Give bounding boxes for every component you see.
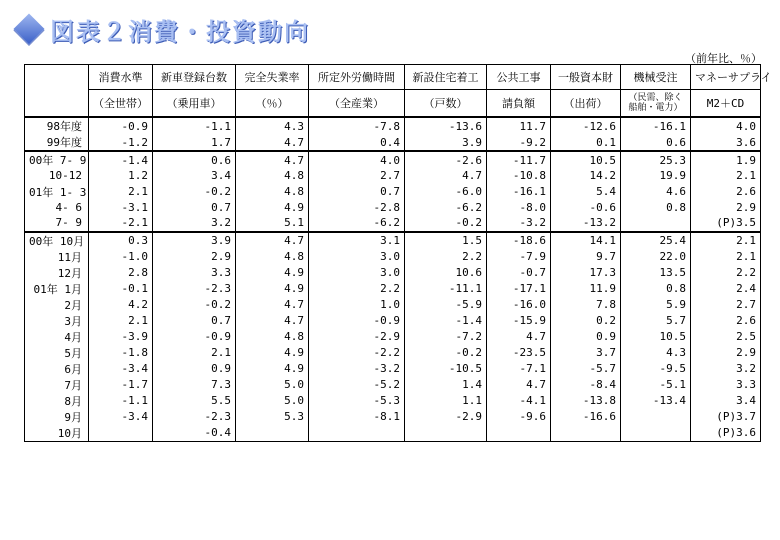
table-cell: -11.7 xyxy=(487,151,551,168)
table-cell: -2.2 xyxy=(309,345,405,361)
table-cell: -6.2 xyxy=(405,200,487,216)
column-subheader: （乗用車） xyxy=(153,90,236,118)
table-cell: 4.7 xyxy=(236,151,309,168)
row-label: 5月 xyxy=(25,345,89,361)
table-cell: -7.1 xyxy=(487,361,551,377)
table-cell: -8.4 xyxy=(551,377,621,393)
table-cell: 11.9 xyxy=(551,281,621,297)
column-header: 完全失業率 xyxy=(236,65,309,90)
row-label: 01年 1- 3 xyxy=(25,184,89,200)
table-cell: -9.6 xyxy=(487,409,551,425)
table-cell: 3.3 xyxy=(153,265,236,281)
table-cell: 4.8 xyxy=(236,168,309,184)
table-cell: 0.7 xyxy=(309,184,405,200)
table-cell xyxy=(487,425,551,442)
table-cell: 4.8 xyxy=(236,329,309,345)
table-cell: 2.6 xyxy=(691,313,761,329)
table-cell: 3.2 xyxy=(153,215,236,232)
table-cell: 2.7 xyxy=(691,297,761,313)
table-cell: -0.6 xyxy=(551,200,621,216)
table-cell: -0.4 xyxy=(153,425,236,442)
table-cell: 5.4 xyxy=(551,184,621,200)
table-cell: 4.8 xyxy=(236,249,309,265)
table-cell: 3.2 xyxy=(691,361,761,377)
table-cell: 1.4 xyxy=(405,377,487,393)
table-row xyxy=(25,168,761,184)
table-cell: -2.1 xyxy=(89,215,153,232)
table-cell: 2.2 xyxy=(691,265,761,281)
table-cell: 0.9 xyxy=(551,329,621,345)
table-cell: 4.7 xyxy=(236,232,309,249)
table-cell: 4.3 xyxy=(621,345,691,361)
row-label: 12月 xyxy=(25,265,89,281)
table-cell: 4.9 xyxy=(236,361,309,377)
table-cell: -0.9 xyxy=(89,117,153,134)
table-cell: -18.6 xyxy=(487,232,551,249)
table-cell: 3.0 xyxy=(309,249,405,265)
table-cell: -1.4 xyxy=(405,313,487,329)
table-row xyxy=(25,345,761,361)
table-cell: 3.6 xyxy=(691,134,761,151)
table-cell: -2.6 xyxy=(405,151,487,168)
table-cell: 2.5 xyxy=(691,329,761,345)
table-cell: 4.3 xyxy=(236,117,309,134)
row-label: 9月 xyxy=(25,409,89,425)
row-label: 7- 9 xyxy=(25,215,89,232)
table-cell: 4.7 xyxy=(236,297,309,313)
column-header: 所定外労働時間 xyxy=(309,65,405,90)
table-cell: -3.4 xyxy=(89,409,153,425)
table-cell: -13.4 xyxy=(621,393,691,409)
table-cell: 2.1 xyxy=(153,345,236,361)
table-cell: 4.7 xyxy=(236,134,309,151)
table-cell: -0.7 xyxy=(487,265,551,281)
column-subheader: （民需、除く船舶・電力） xyxy=(621,90,691,118)
table-cell: -13.8 xyxy=(551,393,621,409)
table-cell: 10.6 xyxy=(405,265,487,281)
table-cell: -3.9 xyxy=(89,329,153,345)
table-cell: 4.9 xyxy=(236,345,309,361)
table-cell: -1.1 xyxy=(89,393,153,409)
table-cell: -15.9 xyxy=(487,313,551,329)
table-cell xyxy=(405,425,487,442)
table-cell: 2.8 xyxy=(89,265,153,281)
table-cell: 1.2 xyxy=(89,168,153,184)
table-cell: 25.4 xyxy=(621,232,691,249)
table-cell: -10.5 xyxy=(405,361,487,377)
table-cell: 7.8 xyxy=(551,297,621,313)
table-cell: -8.0 xyxy=(487,200,551,216)
table-row xyxy=(25,184,761,200)
row-label: 7月 xyxy=(25,377,89,393)
table-row xyxy=(25,215,761,232)
table-cell: 13.5 xyxy=(621,265,691,281)
table-cell: 3.4 xyxy=(153,168,236,184)
table-cell: -0.9 xyxy=(309,313,405,329)
table-cell xyxy=(621,409,691,425)
table-cell: -0.2 xyxy=(405,345,487,361)
table-cell: -16.6 xyxy=(551,409,621,425)
table-cell: -5.9 xyxy=(405,297,487,313)
table-cell: 4.9 xyxy=(236,200,309,216)
table-cell: (P)3.6 xyxy=(691,425,761,442)
table-cell: 4.7 xyxy=(487,377,551,393)
table-row xyxy=(25,297,761,313)
table-cell: 1.9 xyxy=(691,151,761,168)
table-cell: 2.7 xyxy=(309,168,405,184)
table-cell: -2.3 xyxy=(153,281,236,297)
table-cell: -1.8 xyxy=(89,345,153,361)
table-cell: -1.1 xyxy=(153,117,236,134)
column-header: 公共工事 xyxy=(487,65,551,90)
table-cell: 5.0 xyxy=(236,377,309,393)
table-cell: 3.4 xyxy=(691,393,761,409)
corner-cell xyxy=(25,65,89,118)
table-cell: 14.1 xyxy=(551,232,621,249)
table-cell: 17.3 xyxy=(551,265,621,281)
row-label: 2月 xyxy=(25,297,89,313)
table-cell xyxy=(89,425,153,442)
table-cell: -8.1 xyxy=(309,409,405,425)
table-cell: -0.2 xyxy=(153,184,236,200)
row-label: 99年度 xyxy=(25,134,89,151)
table-cell xyxy=(621,425,691,442)
table-cell: 0.9 xyxy=(153,361,236,377)
table-cell: -1.7 xyxy=(89,377,153,393)
table-cell: -2.9 xyxy=(309,329,405,345)
table-cell: -9.5 xyxy=(621,361,691,377)
table-cell: 10.5 xyxy=(551,151,621,168)
table-cell: 4.9 xyxy=(236,281,309,297)
table-cell: -11.1 xyxy=(405,281,487,297)
table-cell: 4.0 xyxy=(691,117,761,134)
table-cell: 22.0 xyxy=(621,249,691,265)
table-cell: 11.7 xyxy=(487,117,551,134)
column-subheader: （％） xyxy=(236,90,309,118)
table-cell: 3.0 xyxy=(309,265,405,281)
row-label: 10-12 xyxy=(25,168,89,184)
table-cell xyxy=(621,215,691,232)
table-cell: -0.2 xyxy=(153,297,236,313)
table-cell xyxy=(309,425,405,442)
unit-note: （前年比、％） xyxy=(685,52,762,65)
table-cell: -7.2 xyxy=(405,329,487,345)
table-cell: 10.5 xyxy=(621,329,691,345)
table-cell: 0.7 xyxy=(153,200,236,216)
table-cell: -7.8 xyxy=(309,117,405,134)
table-cell: -3.1 xyxy=(89,200,153,216)
table-row xyxy=(25,151,761,168)
table-cell: -5.1 xyxy=(621,377,691,393)
table-cell: 4.9 xyxy=(236,265,309,281)
row-label: 10月 xyxy=(25,425,89,442)
table-cell: 2.1 xyxy=(691,168,761,184)
table-cell: 0.8 xyxy=(621,281,691,297)
table-cell: 2.6 xyxy=(691,184,761,200)
table-cell: 1.0 xyxy=(309,297,405,313)
table-cell: 4.7 xyxy=(405,168,487,184)
table-cell: -23.5 xyxy=(487,345,551,361)
table-row xyxy=(25,249,761,265)
table-cell: -17.1 xyxy=(487,281,551,297)
table-cell: -5.7 xyxy=(551,361,621,377)
table-cell: 2.9 xyxy=(153,249,236,265)
table-cell: -0.9 xyxy=(153,329,236,345)
table-cell: -16.1 xyxy=(621,117,691,134)
table-cell: -9.2 xyxy=(487,134,551,151)
table-cell: -16.1 xyxy=(487,184,551,200)
column-subheader: 請負額 xyxy=(487,90,551,118)
table-cell xyxy=(551,425,621,442)
table-cell: 2.1 xyxy=(691,232,761,249)
row-label: 00年 10月 xyxy=(25,232,89,249)
column-header: 消費水準 xyxy=(89,65,153,90)
table-row xyxy=(25,425,761,442)
table-cell: -6.2 xyxy=(309,215,405,232)
table-cell: 7.3 xyxy=(153,377,236,393)
table-cell: 2.1 xyxy=(691,249,761,265)
table-cell: -2.9 xyxy=(405,409,487,425)
table-cell: 1.5 xyxy=(405,232,487,249)
table-cell: 4.8 xyxy=(236,184,309,200)
table-cell: 0.8 xyxy=(621,200,691,216)
table-cell: 5.5 xyxy=(153,393,236,409)
table-cell: 2.1 xyxy=(89,313,153,329)
row-label: 11月 xyxy=(25,249,89,265)
column-subheader: （戸数） xyxy=(405,90,487,118)
table-row xyxy=(25,361,761,377)
table-cell: -1.0 xyxy=(89,249,153,265)
row-label: 4- 6 xyxy=(25,200,89,216)
page-title: 図表２消費・投資動向 xyxy=(50,16,310,46)
table-cell: 2.1 xyxy=(89,184,153,200)
column-header: 機械受注 xyxy=(621,65,691,90)
table-cell: -1.4 xyxy=(89,151,153,168)
table-row xyxy=(25,329,761,345)
table-cell: 5.3 xyxy=(236,409,309,425)
table-body xyxy=(25,117,761,441)
table-cell: -6.0 xyxy=(405,184,487,200)
table-cell: -2.3 xyxy=(153,409,236,425)
table-cell: 2.9 xyxy=(691,200,761,216)
table-cell: 0.3 xyxy=(89,232,153,249)
table-cell: -3.2 xyxy=(309,361,405,377)
row-label: 3月 xyxy=(25,313,89,329)
diamond-bullet-icon xyxy=(13,13,44,44)
table-cell: -1.2 xyxy=(89,134,153,151)
table-cell: -5.2 xyxy=(309,377,405,393)
table-cell: 4.7 xyxy=(236,313,309,329)
table-cell: 3.7 xyxy=(551,345,621,361)
column-header: 新設住宅着工 xyxy=(405,65,487,90)
table-row xyxy=(25,117,761,134)
table-cell: -13.6 xyxy=(405,117,487,134)
table-row xyxy=(25,393,761,409)
table-cell: 4.2 xyxy=(89,297,153,313)
table-cell: 3.1 xyxy=(309,232,405,249)
table-cell: 0.2 xyxy=(551,313,621,329)
row-label: 00年 7- 9 xyxy=(25,151,89,168)
column-subheader: （全世帯） xyxy=(89,90,153,118)
table-cell: 5.1 xyxy=(236,215,309,232)
table-cell: 2.4 xyxy=(691,281,761,297)
table-row xyxy=(25,232,761,249)
table-row xyxy=(25,281,761,297)
table-cell: -3.4 xyxy=(89,361,153,377)
table-cell: -16.0 xyxy=(487,297,551,313)
table-cell: 0.7 xyxy=(153,313,236,329)
table-cell: 5.0 xyxy=(236,393,309,409)
table-cell: 14.2 xyxy=(551,168,621,184)
title-block xyxy=(18,12,310,46)
row-label: 98年度 xyxy=(25,117,89,134)
column-subheader: （出荷） xyxy=(551,90,621,118)
column-header: 新車登録台数 xyxy=(153,65,236,90)
table-cell: -2.8 xyxy=(309,200,405,216)
table-cell: -4.1 xyxy=(487,393,551,409)
table-cell: 0.6 xyxy=(621,134,691,151)
column-subheader: M2＋CD xyxy=(691,90,761,118)
table-cell: 9.7 xyxy=(551,249,621,265)
table-cell: 0.6 xyxy=(153,151,236,168)
table-row xyxy=(25,409,761,425)
table-cell: 5.7 xyxy=(621,313,691,329)
table-cell: (P)3.5 xyxy=(691,215,761,232)
table-row xyxy=(25,200,761,216)
table-row xyxy=(25,134,761,151)
table-cell: 25.3 xyxy=(621,151,691,168)
table-cell: 4.6 xyxy=(621,184,691,200)
row-label: 8月 xyxy=(25,393,89,409)
table-cell: 0.4 xyxy=(309,134,405,151)
table-cell: 3.3 xyxy=(691,377,761,393)
table-cell: 2.2 xyxy=(405,249,487,265)
table-cell: -3.2 xyxy=(487,215,551,232)
table-cell: 1.7 xyxy=(153,134,236,151)
table-cell: -7.9 xyxy=(487,249,551,265)
table-cell: 5.9 xyxy=(621,297,691,313)
table-cell: 0.1 xyxy=(551,134,621,151)
column-header: マネーサプライ xyxy=(691,65,761,90)
row-label: 4月 xyxy=(25,329,89,345)
table-cell: -5.3 xyxy=(309,393,405,409)
row-label: 01年 1月 xyxy=(25,281,89,297)
table-cell: -10.8 xyxy=(487,168,551,184)
table-cell: -0.2 xyxy=(405,215,487,232)
table-cell xyxy=(236,425,309,442)
table-row xyxy=(25,377,761,393)
row-label: 6月 xyxy=(25,361,89,377)
table-header xyxy=(25,65,772,118)
table-cell: 4.0 xyxy=(309,151,405,168)
table-cell: -12.6 xyxy=(551,117,621,134)
table-cell: 2.9 xyxy=(691,345,761,361)
table-cell: -0.1 xyxy=(89,281,153,297)
table-cell: 3.9 xyxy=(153,232,236,249)
table-cell: 2.2 xyxy=(309,281,405,297)
data-table xyxy=(24,64,772,442)
column-header: 一般資本財 xyxy=(551,65,621,90)
table-cell: (P)3.7 xyxy=(691,409,761,425)
table-row xyxy=(25,265,761,281)
table-cell: 4.7 xyxy=(487,329,551,345)
table-cell: 1.1 xyxy=(405,393,487,409)
table-row xyxy=(25,313,761,329)
table-cell: -13.2 xyxy=(551,215,621,232)
column-subheader: （全産業） xyxy=(309,90,405,118)
table-cell: 19.9 xyxy=(621,168,691,184)
table-cell: 3.9 xyxy=(405,134,487,151)
